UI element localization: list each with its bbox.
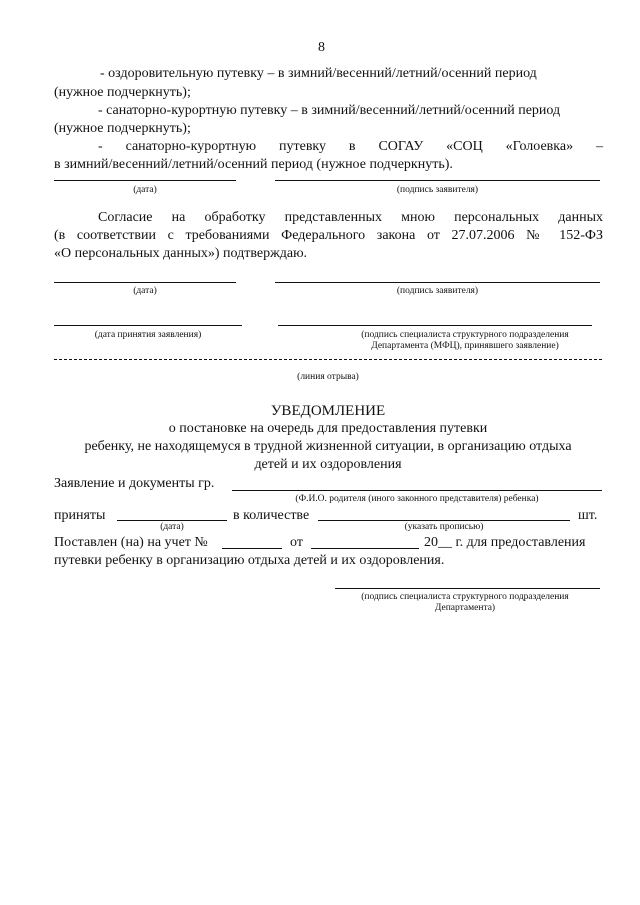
notification-title: УВЕДОМЛЕНИЕ (270, 403, 386, 419)
accepted-date-field[interactable] (117, 520, 227, 521)
registered-continuation: путевки ребенку в организацию отдыха детей и их оздоровления. (54, 553, 445, 568)
consent-line-1: Согласие на обработку представленных мною персональных данных (98, 210, 603, 225)
specialist-signature-caption: (подпись специалиста структурного подразделения (361, 330, 569, 340)
page-number: 8 (318, 40, 325, 55)
registration-date-field[interactable] (311, 548, 419, 549)
department-specialist-caption: Департамента) (434, 603, 496, 613)
acceptance-date-caption: (дата принятия заявления) (94, 330, 202, 340)
quantity-field[interactable] (318, 520, 570, 521)
registered-year-label: 20__ г. для предоставления (424, 535, 586, 550)
option-sanatorium-voucher: - санаторно-курортную путевку – в зимний/весенний/летний/осенний период (98, 103, 561, 118)
specialist-signature-line[interactable] (278, 325, 592, 326)
registered-label: Поставлен (на) на учет № (54, 535, 208, 550)
signature-line[interactable] (275, 282, 600, 283)
date-caption: (дата) (133, 286, 157, 296)
accepted-date-caption: (дата) (160, 522, 184, 532)
registered-from-label: от (290, 535, 303, 550)
notification-subtitle: ребенку, не находящемуся в трудной жизненной ситуации, в организацию отдыха (84, 439, 572, 454)
registration-number-field[interactable] (222, 548, 282, 549)
option-sogau-voucher: - санаторно-курортную путевку в СОГАУ «СОЦ «Голоевка» – (98, 139, 603, 154)
documents-label: Заявление и документы гр. (54, 476, 215, 491)
specialist-signature-caption: Департамента (МФЦ), принявшего заявление) (371, 341, 559, 351)
notification-subtitle: детей и их оздоровления (254, 457, 402, 472)
signature-caption: (подпись заявителя) (396, 185, 479, 195)
consent-line-2: (в соответствии с требованиями Федерального закона от 27.07.2006 № 152-ФЗ (54, 228, 603, 243)
department-specialist-caption: (подпись специалиста структурного подразделения (361, 592, 569, 602)
option-health-voucher-note: (нужное подчеркнуть); (54, 85, 191, 100)
date-caption: (дата) (133, 185, 157, 195)
date-line[interactable] (54, 180, 236, 181)
parent-name-caption: (Ф.И.О. родителя (иного законного представителя) ребенка) (295, 494, 539, 504)
tear-line (54, 359, 602, 360)
quantity-caption: (указать прописью) (404, 522, 484, 532)
option-sogau-voucher-note: в зимний/весенний/летний/осенний период (нужное подчеркнуть). (54, 157, 453, 172)
option-sanatorium-voucher-note: (нужное подчеркнуть); (54, 121, 191, 136)
signature-caption: (подпись заявителя) (396, 286, 479, 296)
acceptance-date-line[interactable] (54, 325, 242, 326)
signature-line[interactable] (275, 180, 600, 181)
department-specialist-signature-line[interactable] (335, 588, 600, 589)
quantity-label: в количестве (233, 508, 310, 523)
date-line[interactable] (54, 282, 236, 283)
notification-subtitle: о постановке на очередь для предоставления путевки (168, 421, 488, 436)
option-health-voucher: - оздоровительную путевку – в зимний/весенний/летний/осенний период (100, 66, 537, 81)
tear-line-caption: (линия отрыва) (297, 372, 359, 382)
parent-name-field[interactable] (232, 490, 602, 491)
accepted-label: приняты (54, 508, 106, 523)
consent-line-3: «О персональных данных») подтверждаю. (54, 246, 308, 261)
pieces-label: шт. (578, 508, 598, 523)
